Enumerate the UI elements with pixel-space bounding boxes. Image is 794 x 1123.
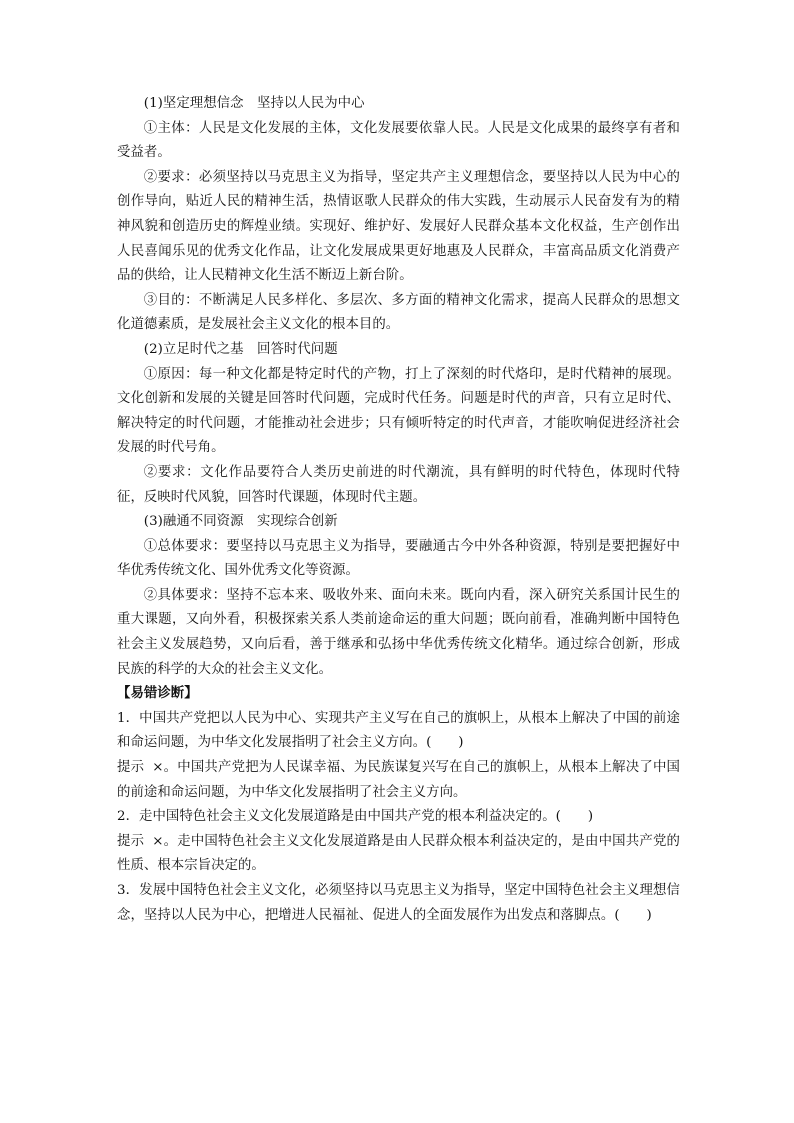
section-1-point-1: ①主体：人民是文化发展的主体，文化发展要依靠人民。人民是文化成果的最终享有者和受益者。 [117,120,680,161]
section-1-point-3: ③目的：不断满足人民多样化、多层次、多方面的精神文化需求，提高人民群众的思想文化道德素质，是发展社会主义文化的根本目的。 [117,292,680,333]
answer-paren: ( ) [555,809,594,825]
diagnosis-answer-2 [117,830,680,879]
answer-paren: ( ) [614,907,652,923]
section-heading-1: (1)坚定理想信念 坚持以人民为中心 [143,96,365,111]
section-3-point-2: ②具体要求：坚持不忘本来、吸收外来、面向未来。既向内看，深入研究关系国计民生的重大课题，又向外看，积极探索关系人类前途命运的重大问题；既向前看，准确判断中国特色社会主义发展趋势，又向后看，善于继承和弘扬中华优秀传统文化精华。通过综合创新，形成民族的科学的大众的社会主义文化。 [117,587,680,677]
section-3-point-1: ①总体要求：要坚持以马克思主义为指导，要融通古今中外各种资源，特别是要把握好中华优秀传统文化、国外优秀文化等资源。 [117,538,680,579]
section-heading-3: (3)融通不同资源 实现综合创新 [143,514,338,530]
section-2-point-1: ①原因：每一种文化都是特定时代的产物，打上了深刻的时代烙印，是时代精神的展现。文化创新和发展的关键是回答时代问题，完成时代任务。问题是时代的声音，只有立足时代、解决特定的时代问题，才能推动社会进步；只有倾听特定的时代声音，才能吹响促进经济社会发展的时代号角。 [117,366,680,456]
section-2-point-2: ②要求：文化作品要符合人类历史前进的时代潮流，具有鲜明的时代特色，体现时代特征，反映时代风貌，回答时代课题，体现时代主题。 [117,464,680,505]
diagnosis-answer-1 [117,756,680,805]
question-text: 1．中国共产党把以人民为中心、实现共产主义写在自己的旗帜上，从根本上解决了中国的前途和命运问题，为中华文化发展指明了社会主义方向。 [117,710,680,751]
tip-label: 提示 [117,760,145,776]
diagnosis-question-3 [117,879,680,928]
answer-paren: ( ) [426,735,464,751]
diagnosis-question-1 [117,707,680,756]
section-1-point-2: ②要求：必须坚持以马克思主义为指导，坚定共产主义理想信念，要坚持以人民为中心的创作导向，贴近人民的精神生活，热情讴歌人民群众的伟大实践，生动展示人民奋发有为的精神风貌和创造历史的辉煌业绩。实现好、维护好、发展好人民群众基本文化权益，生产创作出人民喜闻乐见的优秀文化作品，让文化发展成果更好地惠及人民群众，丰富高品质文化消费产品的供给，让人民精神文化生活不断迈上新台阶。 [117,169,680,284]
question-text: 3．发展中国特色社会主义文化，必须坚持以马克思主义为指导，坚定中国特色社会主义理想信念，坚持以人民为中心，把增进人民福祉、促进人的全面发展作为出发点和落脚点。 [117,883,680,923]
section-heading-2: (2)立足时代之基 回答时代问题 [143,341,338,357]
diagnosis-title: 【易错诊断】 [117,686,198,702]
question-text: 2．走中国特色社会主义文化发展道路是由中国共产党的根本利益决定的。 [117,809,556,825]
answer-text: ×。走中国特色社会主义文化发展道路是由人民群众根本利益决定的，是由中国共产党的性质、根本宗旨决定的。 [117,833,680,874]
document-page [117,92,680,928]
answer-text: ×。中国共产党把为人民谋幸福、为民族谋复兴写在自己的旗帜上，从根本上解决了中国的前途和命运问题，为中华文化发展指明了社会主义方向。 [117,760,680,800]
diagnosis-question-2 [117,805,680,830]
tip-label: 提示 [117,833,145,849]
